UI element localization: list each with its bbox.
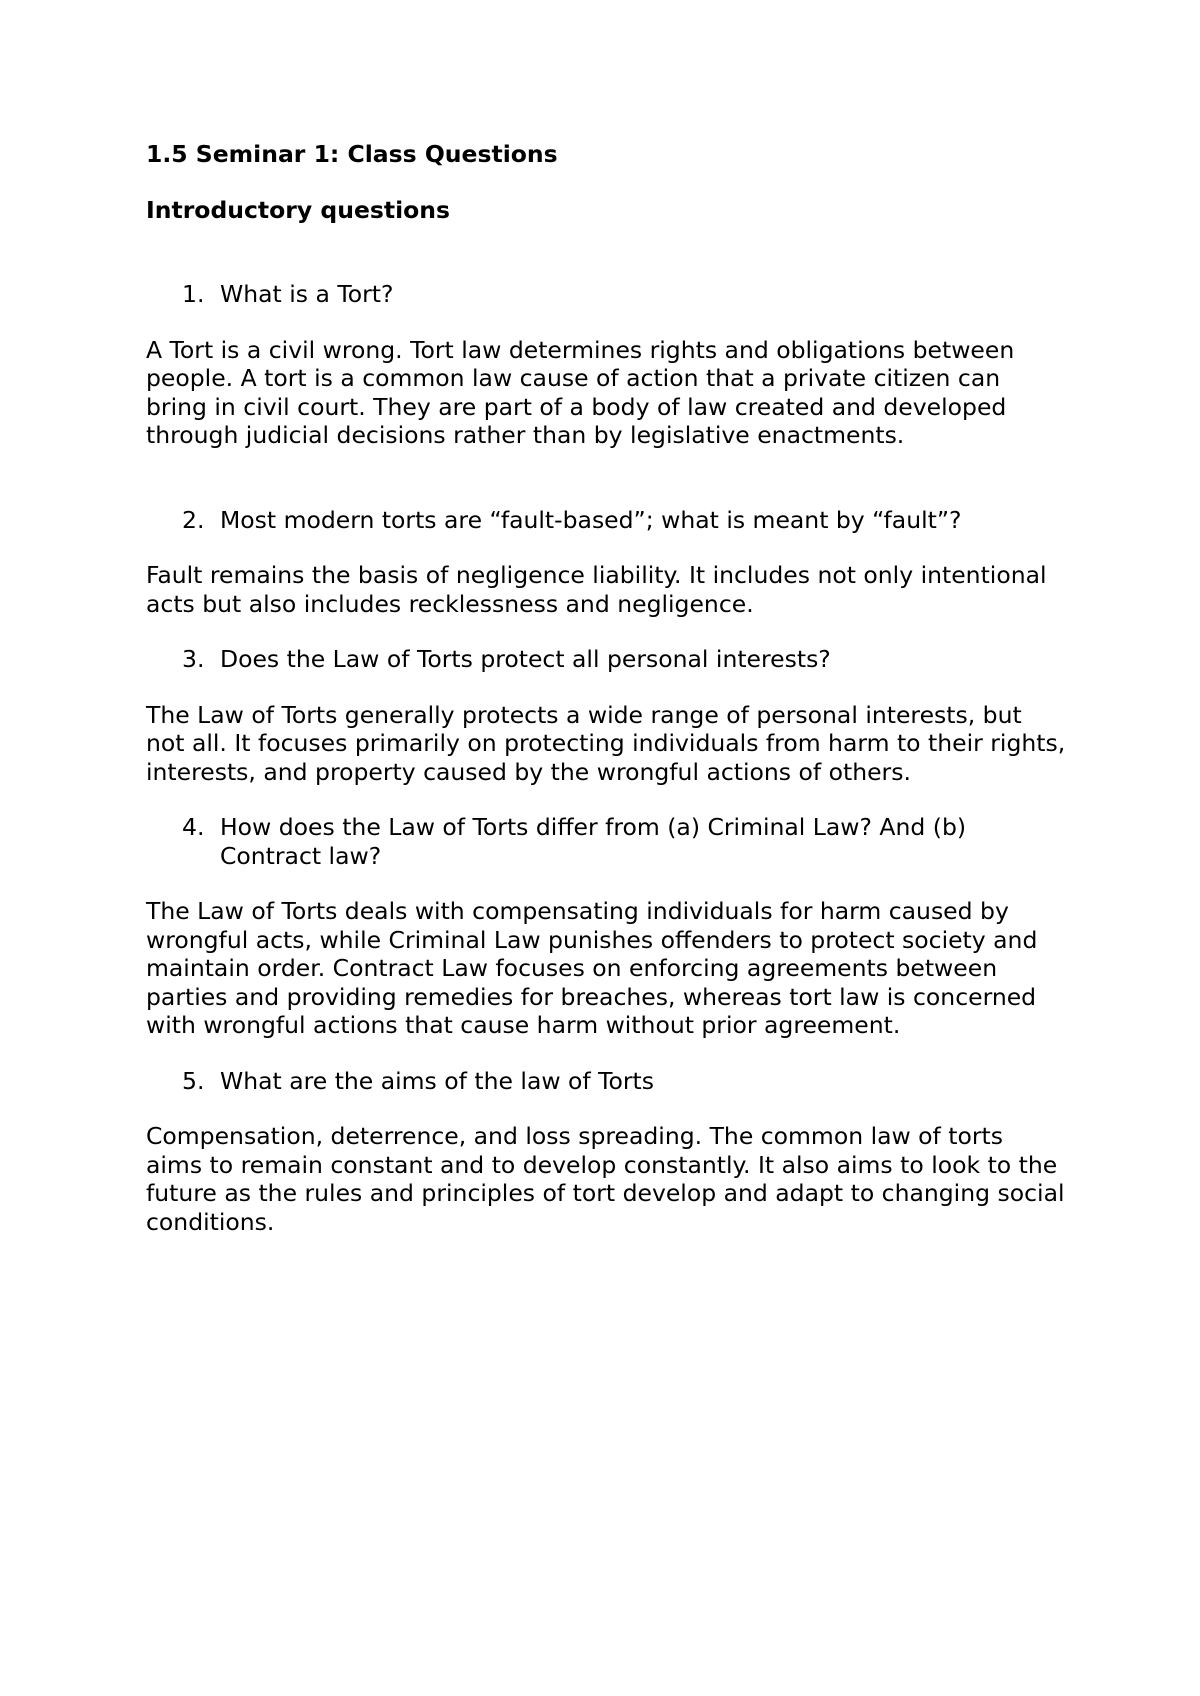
spacer	[146, 1040, 1076, 1067]
question-number: 2.	[182, 505, 205, 534]
question-text: Does the Law of Torts protect all personal interests?	[220, 645, 831, 673]
question-number: 5.	[182, 1066, 205, 1095]
question-text: Most modern torts are “fault-based”; what is meant by “fault”?	[220, 505, 962, 534]
question-text: What are the aims of the law of Torts	[220, 1066, 655, 1095]
answer-1: A Tort is a civil wrong. Tort law determines rights and obligations between people. A tort is a common law cause of action that a private citizen can bring in civil court. They are part of a body of law created and developed through judicial decisions rather than by legislative enactments.	[146, 335, 1015, 449]
spacer	[146, 450, 1076, 506]
document-title: 1.5 Seminar 1: Class Questions	[146, 140, 558, 168]
answer-5: Compensation, deterrence, and loss spreading. The common law of torts aims to remain constant and to develop constantly. It also aims to look to the future as the rules and principles of tort develop and adapt to changing social conditions.	[146, 1122, 1065, 1236]
answer-3: The Law of Torts generally protects a wide range of personal interests, but not all. It focuses primarily on protecting individuals from harm to their rights, interests, and property caused by the wrongful actions of others.	[146, 700, 1066, 786]
answer-4: The Law of Torts deals with compensating individuals for harm caused by wrongful acts, while Criminal Law punishes offenders to protect society and maintain order. Contract Law focuses on enforcing agreements between parties and providing remedies for breaches, whereas tort law is concerned with wrongful actions that cause harm without prior agreement.	[146, 897, 1038, 1039]
spacer	[146, 618, 1076, 645]
question-number: 3.	[182, 645, 205, 673]
question-4	[182, 813, 1076, 870]
document-page	[146, 140, 1076, 1236]
question-1	[182, 280, 1076, 309]
question-2	[182, 506, 1076, 535]
question-number: 1.	[182, 280, 205, 308]
question-5	[182, 1067, 1076, 1096]
answer-2: Fault remains the basis of negligence liability. It includes not only intentional acts but also includes recklessness and negligence.	[146, 561, 1047, 618]
question-number: 4.	[182, 813, 205, 841]
question-text: How does the Law of Torts differ from (a) Criminal Law? And (b) Contract law?	[220, 813, 967, 870]
question-3	[182, 645, 1076, 674]
spacer	[146, 786, 1076, 813]
question-text: What is a Tort?	[220, 280, 394, 308]
section-heading: Introductory questions	[146, 196, 451, 224]
